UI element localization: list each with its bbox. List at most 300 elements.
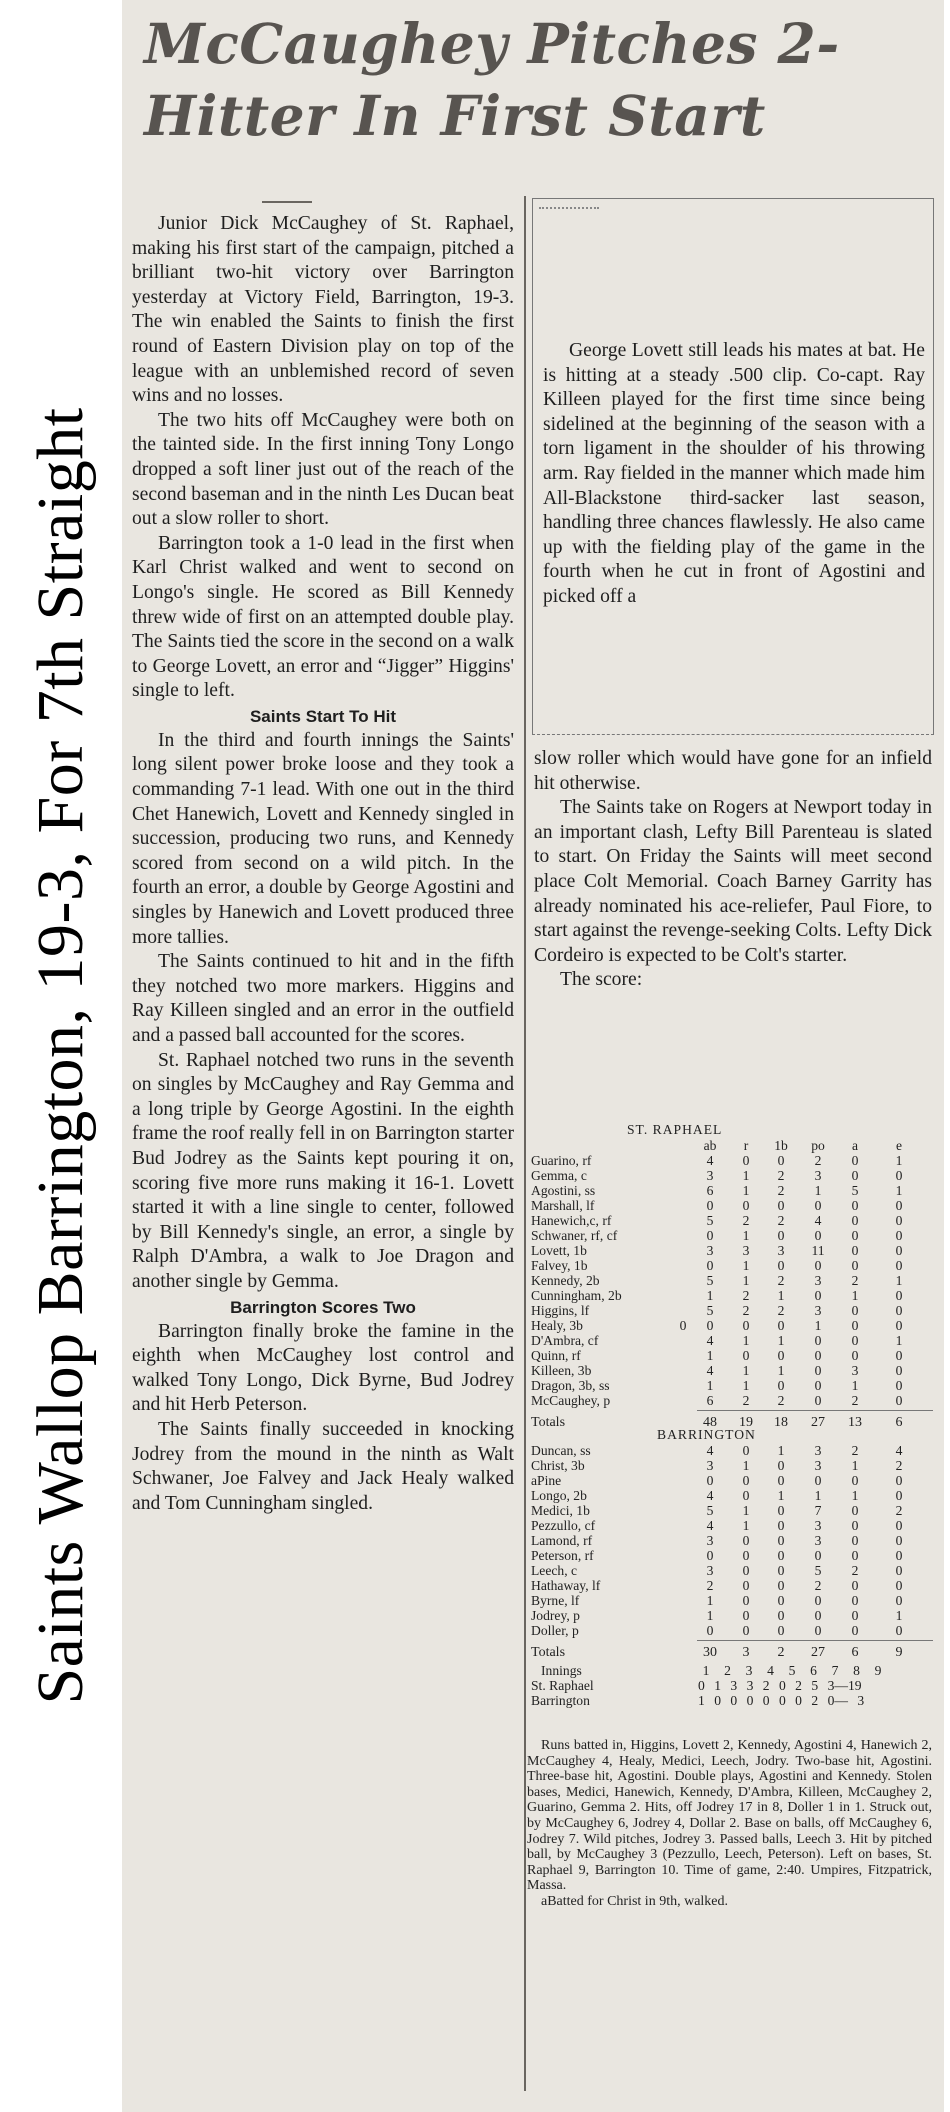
article-paragraph: slow roller which would have gone for an infield hit otherwise. [534, 748, 932, 794]
stat-cell: 0 [851, 1348, 859, 1363]
player-name: Cunningham, 2b [531, 1288, 622, 1303]
player-row [527, 1198, 937, 1213]
stat-cell: 30 [703, 1645, 717, 1660]
player-name: Guarino, rf [531, 1153, 592, 1168]
stat-cell: 1 [814, 1318, 822, 1333]
stat-cell: 0 [742, 1563, 750, 1578]
stat-cell: 1 [851, 1488, 859, 1503]
stat-cell: 0 [777, 1623, 785, 1638]
stat-cell: 0 [895, 1258, 903, 1273]
article-paragraph: In the third and fourth innings the Saints' long silent power broke loose and they took a commanding 7-1 lead. With one out in the third Chet Hanewich, Lovett and Kennedy singled in succession, producing two runs, and Kennedy scored from second on a wild pitch. In the fourth an error, a double by George Agostini and singles by Hanewich and Lovett produced three more tallies. [132, 729, 514, 948]
stat-cell: 19 [739, 1415, 753, 1430]
box-text-column [543, 339, 925, 610]
stat-cell: 1 [895, 1608, 903, 1623]
player-name: Peterson, rf [531, 1548, 594, 1563]
stat-cell: 0 [895, 1563, 903, 1578]
stat-cell: 5 [706, 1303, 714, 1318]
stat-cell: 0 [895, 1393, 903, 1408]
box-score [527, 1122, 937, 1708]
stat-cell: 1 [742, 1273, 750, 1288]
stat-cell: 2 [851, 1563, 859, 1578]
stat-cell: 0 [742, 1318, 750, 1333]
stat-cell: 0 [895, 1243, 903, 1258]
player-row [527, 1288, 937, 1303]
innings-row [527, 1663, 937, 1678]
stat-cell: 3 [814, 1273, 822, 1288]
stat-cell: 3 [706, 1563, 714, 1578]
stat-cell: 1 [777, 1288, 785, 1303]
stat-cell: 4 [814, 1213, 822, 1228]
stat-cell: 0 [706, 1198, 714, 1213]
stat-cell: 2 [742, 1393, 750, 1408]
stat-cell: 0 [742, 1533, 750, 1548]
player-name: Leech, c [531, 1563, 578, 1578]
subhead: Saints Start To Hit [249, 706, 397, 726]
stat-cell: 0 [895, 1228, 903, 1243]
player-name: Healy, 3b [531, 1318, 583, 1333]
left-column [132, 212, 514, 1516]
totals-label: Totals [531, 1415, 566, 1430]
player-row [527, 1533, 937, 1548]
stat-cell: 0 [851, 1243, 859, 1258]
stat-cell: 2 [742, 1303, 750, 1318]
player-name: D'Ambra, cf [531, 1333, 599, 1348]
stat-cell: 0 [851, 1578, 859, 1593]
stat-cell: 11 [811, 1243, 825, 1258]
sidebar-box [532, 198, 934, 735]
stat-cell: 6 [895, 1415, 903, 1430]
stat-cell: 1 [777, 1363, 785, 1378]
player-name: Dragon, 3b, ss [531, 1378, 610, 1393]
stat-cell: 1 [777, 1488, 785, 1503]
stat-cell: 0 [742, 1443, 750, 1458]
stat-cell: 1 [777, 1333, 785, 1348]
stat-cell: 0 [742, 1198, 750, 1213]
stat-cell: 0 [895, 1593, 903, 1608]
stat-cell: 0 [895, 1518, 903, 1533]
article-paragraph: Barrington took a 1-0 lead in the first when Karl Christ walked and went to second on Longo's single. He scored as Bill Kennedy threw wide of first on an attempted double play. The Saints tied the score in the second on a walk to George Lovett, an error and “Jigger” Higgins' single to left. [132, 532, 514, 702]
inning-number: 1 [702, 1663, 710, 1678]
article-paragraph: The two hits off McCaughey were both on the tainted side. In the first inning Tony Longo dropped a soft liner just out of the reach of the second baseman and in the ninth Les Ducan beat out a slow roller to short. [132, 409, 514, 530]
player-name: Hathaway, lf [531, 1578, 601, 1593]
stat-cell: 0 [851, 1548, 859, 1563]
table-rule [697, 1410, 933, 1411]
stat-cell: 0 [851, 1318, 859, 1333]
stat-cell: 5 [706, 1273, 714, 1288]
stat-cell: 0 [706, 1623, 714, 1638]
stat-cell: 0 [706, 1473, 714, 1488]
column-header: ab [703, 1138, 717, 1153]
stat-cell: 48 [703, 1415, 717, 1430]
player-name: Lamond, rf [531, 1533, 593, 1548]
stat-cell: 0 [851, 1503, 859, 1518]
subhead: Barrington Scores Two [230, 1297, 416, 1317]
stat-cell: 1 [742, 1168, 750, 1183]
stat-cell: 0 [706, 1258, 714, 1273]
player-name: Doller, p [531, 1623, 579, 1638]
stat-cell: 0 [895, 1363, 903, 1378]
inning-number: 8 [853, 1663, 860, 1678]
stat-cell: 0 [742, 1488, 750, 1503]
stat-cell: 3 [706, 1458, 714, 1473]
player-name: Killeen, 3b [531, 1363, 592, 1378]
player-name: Duncan, ss [531, 1443, 591, 1458]
stat-cell: 0 [777, 1518, 785, 1533]
box-top-rule [539, 207, 599, 215]
column-header: a [851, 1138, 859, 1153]
player-name: Medici, 1b [531, 1503, 590, 1518]
article-paragraph: The Saints continued to hit and in the fifth they notched two more markers. Higgins and Ray Killeen singled and an error in the outfield and a passed ball accounted for the scores. [132, 951, 514, 1046]
player-row [527, 1228, 937, 1243]
stat-cell: 0 [895, 1623, 903, 1638]
stat-cell: 2 [895, 1503, 903, 1518]
stat-cell: 6 [706, 1393, 714, 1408]
player-row [527, 1563, 937, 1578]
player-row [527, 1608, 937, 1623]
stat-cell: 0 [895, 1473, 903, 1488]
player-row [527, 1393, 937, 1408]
stat-cell: 0 [814, 1623, 822, 1638]
stat-cell: 5 [814, 1563, 822, 1578]
stat-cell: 1 [851, 1458, 859, 1473]
line-team: St. Raphael [531, 1678, 594, 1693]
stat-cell: 0 [851, 1333, 859, 1348]
stat-cell: 2 [777, 1213, 785, 1228]
stat-cell: 1 [742, 1333, 750, 1348]
stat-cell: 0 [895, 1303, 903, 1318]
stat-cell: 27 [811, 1415, 825, 1430]
stat-cell: 0 [777, 1548, 785, 1563]
stat-cell: 2 [777, 1303, 785, 1318]
player-name: Gemma, c [531, 1168, 587, 1183]
player-row [527, 1578, 937, 1593]
stat-cell: 0 [851, 1198, 859, 1213]
stat-cell: 0 [777, 1578, 785, 1593]
player-name: Agostini, ss [531, 1183, 596, 1198]
inning-number: 3 [745, 1663, 753, 1678]
player-row [527, 1518, 937, 1533]
stat-cell: 1 [895, 1183, 903, 1198]
stat-cell: 1 [895, 1153, 903, 1168]
stat-cell: 5 [706, 1213, 714, 1228]
stat-cell: 1 [851, 1378, 859, 1393]
stat-cell: 0 [777, 1378, 785, 1393]
stat-cell: 0 [777, 1258, 785, 1273]
stat-cell: 0 [895, 1318, 903, 1333]
player-row [527, 1443, 937, 1458]
column-divider [524, 196, 526, 2091]
stat-cell: 2 [851, 1393, 859, 1408]
stat-cell: 0 [777, 1198, 785, 1213]
player-name: Jodrey, p [531, 1608, 580, 1623]
stat-cell: 4 [706, 1333, 714, 1348]
stat-cell: 2 [777, 1645, 785, 1660]
stat-cell: 0 [777, 1153, 785, 1168]
stat-cell: 1 [742, 1503, 750, 1518]
stat-cell: 0 [895, 1198, 903, 1213]
headline-divider [262, 201, 312, 203]
stat-cell: 0 [814, 1548, 822, 1563]
stat-cell: 5 [706, 1503, 714, 1518]
player-name: Christ, 3b [531, 1458, 585, 1473]
column-header: po [811, 1138, 825, 1153]
stat-cell: 0 [895, 1348, 903, 1363]
inning-number: 9 [874, 1663, 882, 1678]
line-team: Barrington [531, 1693, 590, 1708]
player-row [527, 1503, 937, 1518]
stat-cell: 2 [814, 1578, 822, 1593]
stat-cell: 0 [742, 1348, 750, 1363]
stat-cell: 1 [706, 1288, 714, 1303]
stat-cell: 0 [814, 1608, 822, 1623]
player-row [527, 1168, 937, 1183]
stat-cell: 4 [895, 1443, 903, 1458]
player-name: Schwaner, rf, cf [531, 1228, 618, 1243]
player-row [527, 1348, 937, 1363]
stat-cell: 0 [851, 1228, 859, 1243]
stat-cell: 4 [706, 1443, 714, 1458]
player-row [527, 1488, 937, 1503]
stat-cell: 0 [851, 1533, 859, 1548]
stat-cell: 0 [742, 1593, 750, 1608]
stat-cell: 0 [895, 1548, 903, 1563]
column-header: e [895, 1138, 903, 1153]
side-title: Saints Wallop Barrington, 19-3, For 7th Straight [24, 407, 97, 1705]
stat-cell: 0 [777, 1318, 785, 1333]
stat-cell: 0 [814, 1198, 822, 1213]
box-score-notes [527, 1738, 932, 1910]
inning-number: 5 [788, 1663, 796, 1678]
stat-cell: 0 [814, 1288, 822, 1303]
player-name: Quinn, rf [531, 1348, 581, 1363]
stat-cell: 6 [851, 1645, 859, 1660]
stat-cell: 3 [777, 1243, 785, 1258]
stat-cell: 3 [814, 1443, 822, 1458]
inning-number: 4 [767, 1663, 774, 1678]
stat-cell: 0 [851, 1258, 859, 1273]
player-name: Kennedy, 2b [531, 1273, 600, 1288]
column-header: r [743, 1138, 749, 1153]
player-row [527, 1153, 937, 1168]
stat-cell: 0 [851, 1623, 859, 1638]
player-row [527, 1183, 937, 1198]
stat-cell: 3 [742, 1645, 750, 1660]
stat-cell: 0 [706, 1228, 714, 1243]
stat-cell: 0 [742, 1623, 750, 1638]
stat-cell: 0 [742, 1473, 750, 1488]
stat-cell: 0 [851, 1168, 859, 1183]
player-name: Lovett, 1b [531, 1243, 587, 1258]
stat-cell: 0 [777, 1348, 785, 1363]
note-paragraph: aBatted for Christ in 9th, walked. [541, 1893, 729, 1909]
side-caption [0, 0, 122, 2112]
stat-cell: 1 [706, 1348, 714, 1363]
stat-extra: 0 [679, 1318, 687, 1333]
stat-cell: 0 [895, 1168, 903, 1183]
stat-cell: 2 [814, 1153, 822, 1168]
article-paragraph: The score: [560, 969, 643, 991]
stat-cell: 3 [706, 1168, 714, 1183]
player-row [527, 1378, 937, 1393]
article-paragraph: Junior Dick McCaughey of St. Raphael, making his first start of the campaign, pitched a brilliant two-hit victory over Barrington yesterday at Victory Field, Barrington, 19-3. The win enabled the Saints to finish the first round of Eastern Division play on top of the league with an unblemished record of seven wins and no losses. [132, 213, 514, 407]
stat-cell: 3 [706, 1243, 714, 1258]
newspaper-clipping [122, 0, 944, 2112]
stat-cell: 5 [851, 1183, 859, 1198]
stat-cell: 1 [742, 1518, 750, 1533]
stat-cell: 1 [895, 1273, 903, 1288]
stat-cell: 27 [811, 1645, 825, 1660]
inning-number: 2 [724, 1663, 731, 1678]
team-name: ST. RAPHAEL [627, 1122, 723, 1137]
stat-cell: 0 [851, 1593, 859, 1608]
stat-cell: 3 [851, 1363, 859, 1378]
column-headers [527, 1138, 937, 1153]
stat-cell: 0 [895, 1533, 903, 1548]
line-score [527, 1693, 937, 1708]
stat-cell: 4 [706, 1153, 714, 1168]
stat-cell: 0 [814, 1363, 822, 1378]
right-column [534, 747, 932, 993]
player-row [527, 1623, 937, 1638]
stat-cell: 1 [742, 1363, 750, 1378]
stat-cell: 2 [742, 1213, 750, 1228]
stat-cell: 0 [777, 1458, 785, 1473]
player-row [527, 1243, 937, 1258]
player-row [527, 1473, 937, 1488]
player-row [527, 1548, 937, 1563]
player-name: Marshall, lf [531, 1198, 595, 1213]
stat-cell: 4 [706, 1518, 714, 1533]
stat-cell: 0 [777, 1563, 785, 1578]
stat-cell: 0 [851, 1473, 859, 1488]
player-name: Higgins, lf [531, 1303, 590, 1318]
stat-cell: 0 [851, 1303, 859, 1318]
table-rule [697, 1640, 933, 1641]
box-score-header [527, 1427, 937, 1443]
article-paragraph: The Saints finally succeeded in knocking Jodrey from the mound in the ninth as Walt Schwaner, Joe Falvey and Jack Healy walked and Tom Cunningham singled. [132, 1418, 514, 1514]
stat-cell: 3 [814, 1458, 822, 1473]
stat-cell: 0 [895, 1213, 903, 1228]
inning-number: 7 [831, 1663, 839, 1678]
stat-cell: 6 [706, 1183, 714, 1198]
stat-cell: 2 [777, 1273, 785, 1288]
stat-cell: 0 [814, 1348, 822, 1363]
player-row [527, 1213, 937, 1228]
stat-cell: 1 [895, 1333, 903, 1348]
player-name: aPine [531, 1473, 562, 1488]
player-row [527, 1593, 937, 1608]
stat-cell: 0 [777, 1608, 785, 1623]
stat-cell: 18 [774, 1415, 788, 1430]
stat-cell: 0 [742, 1578, 750, 1593]
player-row [527, 1333, 937, 1348]
player-row [527, 1318, 937, 1333]
stat-cell: 2 [851, 1273, 859, 1288]
stat-cell: 3 [814, 1518, 822, 1533]
stat-cell: 0 [814, 1333, 822, 1348]
stat-cell: 2 [851, 1443, 859, 1458]
stat-cell: 13 [848, 1415, 862, 1430]
stat-cell: 0 [814, 1473, 822, 1488]
stat-cell: 0 [777, 1503, 785, 1518]
stat-cell: 1 [742, 1458, 750, 1473]
player-row [527, 1458, 937, 1473]
stat-cell: 0 [814, 1593, 822, 1608]
stat-cell: 1 [742, 1258, 750, 1273]
stat-cell: 2 [742, 1288, 750, 1303]
player-row [527, 1303, 937, 1318]
stat-cell: 0 [814, 1258, 822, 1273]
stat-cell: 0 [814, 1228, 822, 1243]
box-paragraph: George Lovett still leads his mates at bat. He is hitting at a steady .500 clip. Co-capt. Ray Killeen played for the first time since being sidelined at the beginning of the season with a torn ligament in the shoulder of his throwing arm. Ray fielded in the manner which made him All-Blackstone third-sacker last season, handling three chances flawlessly. He also came up with the fielding play of the game in the fourth when he cut in front of Agostini and picked off a [543, 340, 925, 607]
stat-cell: 0 [742, 1548, 750, 1563]
stat-cell: 2 [895, 1458, 903, 1473]
stat-cell: 0 [777, 1228, 785, 1243]
stat-cell: 0 [851, 1518, 859, 1533]
stat-cell: 0 [777, 1473, 785, 1488]
stat-cell: 0 [895, 1488, 903, 1503]
inning-number: 6 [810, 1663, 817, 1678]
line-score [527, 1678, 937, 1693]
stat-cell: 1 [814, 1488, 822, 1503]
line-runs: 0 1 3 3 2 0 2 5 3—19 [698, 1678, 862, 1693]
stat-cell: 1 [851, 1288, 859, 1303]
stat-cell: 0 [851, 1213, 859, 1228]
stat-cell: 0 [706, 1548, 714, 1563]
innings-label: Innings [541, 1663, 582, 1678]
stat-cell: 4 [706, 1363, 714, 1378]
column-header: 1b [774, 1138, 788, 1153]
headline: McCaughey Pitches 2-Hitter In First Start [144, 11, 840, 148]
stat-cell: 1 [777, 1443, 785, 1458]
stat-cell: 7 [814, 1503, 822, 1518]
stat-cell: 0 [851, 1153, 859, 1168]
stat-cell: 0 [895, 1288, 903, 1303]
team-name: BARRINGTON [657, 1427, 756, 1442]
stat-cell: 0 [895, 1378, 903, 1393]
stat-cell: 0 [742, 1608, 750, 1623]
stat-cell: 2 [706, 1578, 714, 1593]
stat-cell: 0 [777, 1593, 785, 1608]
stat-cell: 0 [814, 1378, 822, 1393]
stat-cell: 0 [851, 1608, 859, 1623]
stat-cell: 1 [706, 1608, 714, 1623]
stat-cell: 2 [777, 1393, 785, 1408]
stat-cell: 1 [706, 1593, 714, 1608]
stat-cell: 3 [814, 1533, 822, 1548]
stat-cell: 2 [777, 1183, 785, 1198]
stat-cell: 0 [706, 1318, 714, 1333]
stat-cell: 0 [777, 1533, 785, 1548]
player-name: Hanewich,c, rf [531, 1213, 612, 1228]
article-paragraph: St. Raphael notched two runs in the seventh on singles by McCaughey and Ray Gemma and a long triple by George Agostini. In the eighth frame the roof really fell in on Barrington starter Bud Jodrey as the Saints kept pouring it on, scoring five more runs making it 16-1. Lovett started it with a line single to center, followed by Bill Kennedy's single, an error, a single by Ralph D'Ambra, a walk to Joe Dragon and another single by Gemma. [132, 1049, 514, 1292]
stat-cell: 1 [814, 1183, 822, 1198]
totals-row [527, 1643, 937, 1663]
player-row [527, 1273, 937, 1288]
stat-cell: 1 [706, 1378, 714, 1393]
note-paragraph: Runs batted in, Higgins, Lovett 2, Kennedy, Agostini 4, Hanewich 2, McCaughey 4, Healy, Medici, Leech, Jodry. Two-base hit, Agostini. Three-base hit, Agostini. Double plays, Agostini and Kennedy. Stolen bases, Medici, Hanewich, Kennedy, D'Ambra, Killeen, McCaughey 2, Guarino, Gemma 2. Hits, off Jodrey 17 in 8, Doller 1 in 1. Struck out, by McCaughey 6, Jodrey 4, Dollar 2. Base on balls, off McCaughey 6, Jodrey 7. Wild pitches, Jodrey 3. Passed balls, Leech 3. Hit by pitched ball, by McCaughey 3 (Pezzullo, Leech, Peterson). Left on bases, St. Raphael 9, Barrington 10. Time of game, 2:40. Umpires, Fitzpatrick, Massa. [527, 1738, 932, 1894]
player-name: Pezzullo, cf [531, 1518, 596, 1533]
stat-cell: 2 [777, 1168, 785, 1183]
stat-cell: 1 [742, 1228, 750, 1243]
player-name: Falvey, 1b [531, 1258, 588, 1273]
stat-cell: 0 [814, 1393, 822, 1408]
player-name: Longo, 2b [531, 1488, 587, 1503]
player-row [527, 1258, 937, 1273]
stat-cell: 1 [742, 1378, 750, 1393]
stat-cell: 1 [742, 1183, 750, 1198]
stat-cell: 3 [706, 1533, 714, 1548]
